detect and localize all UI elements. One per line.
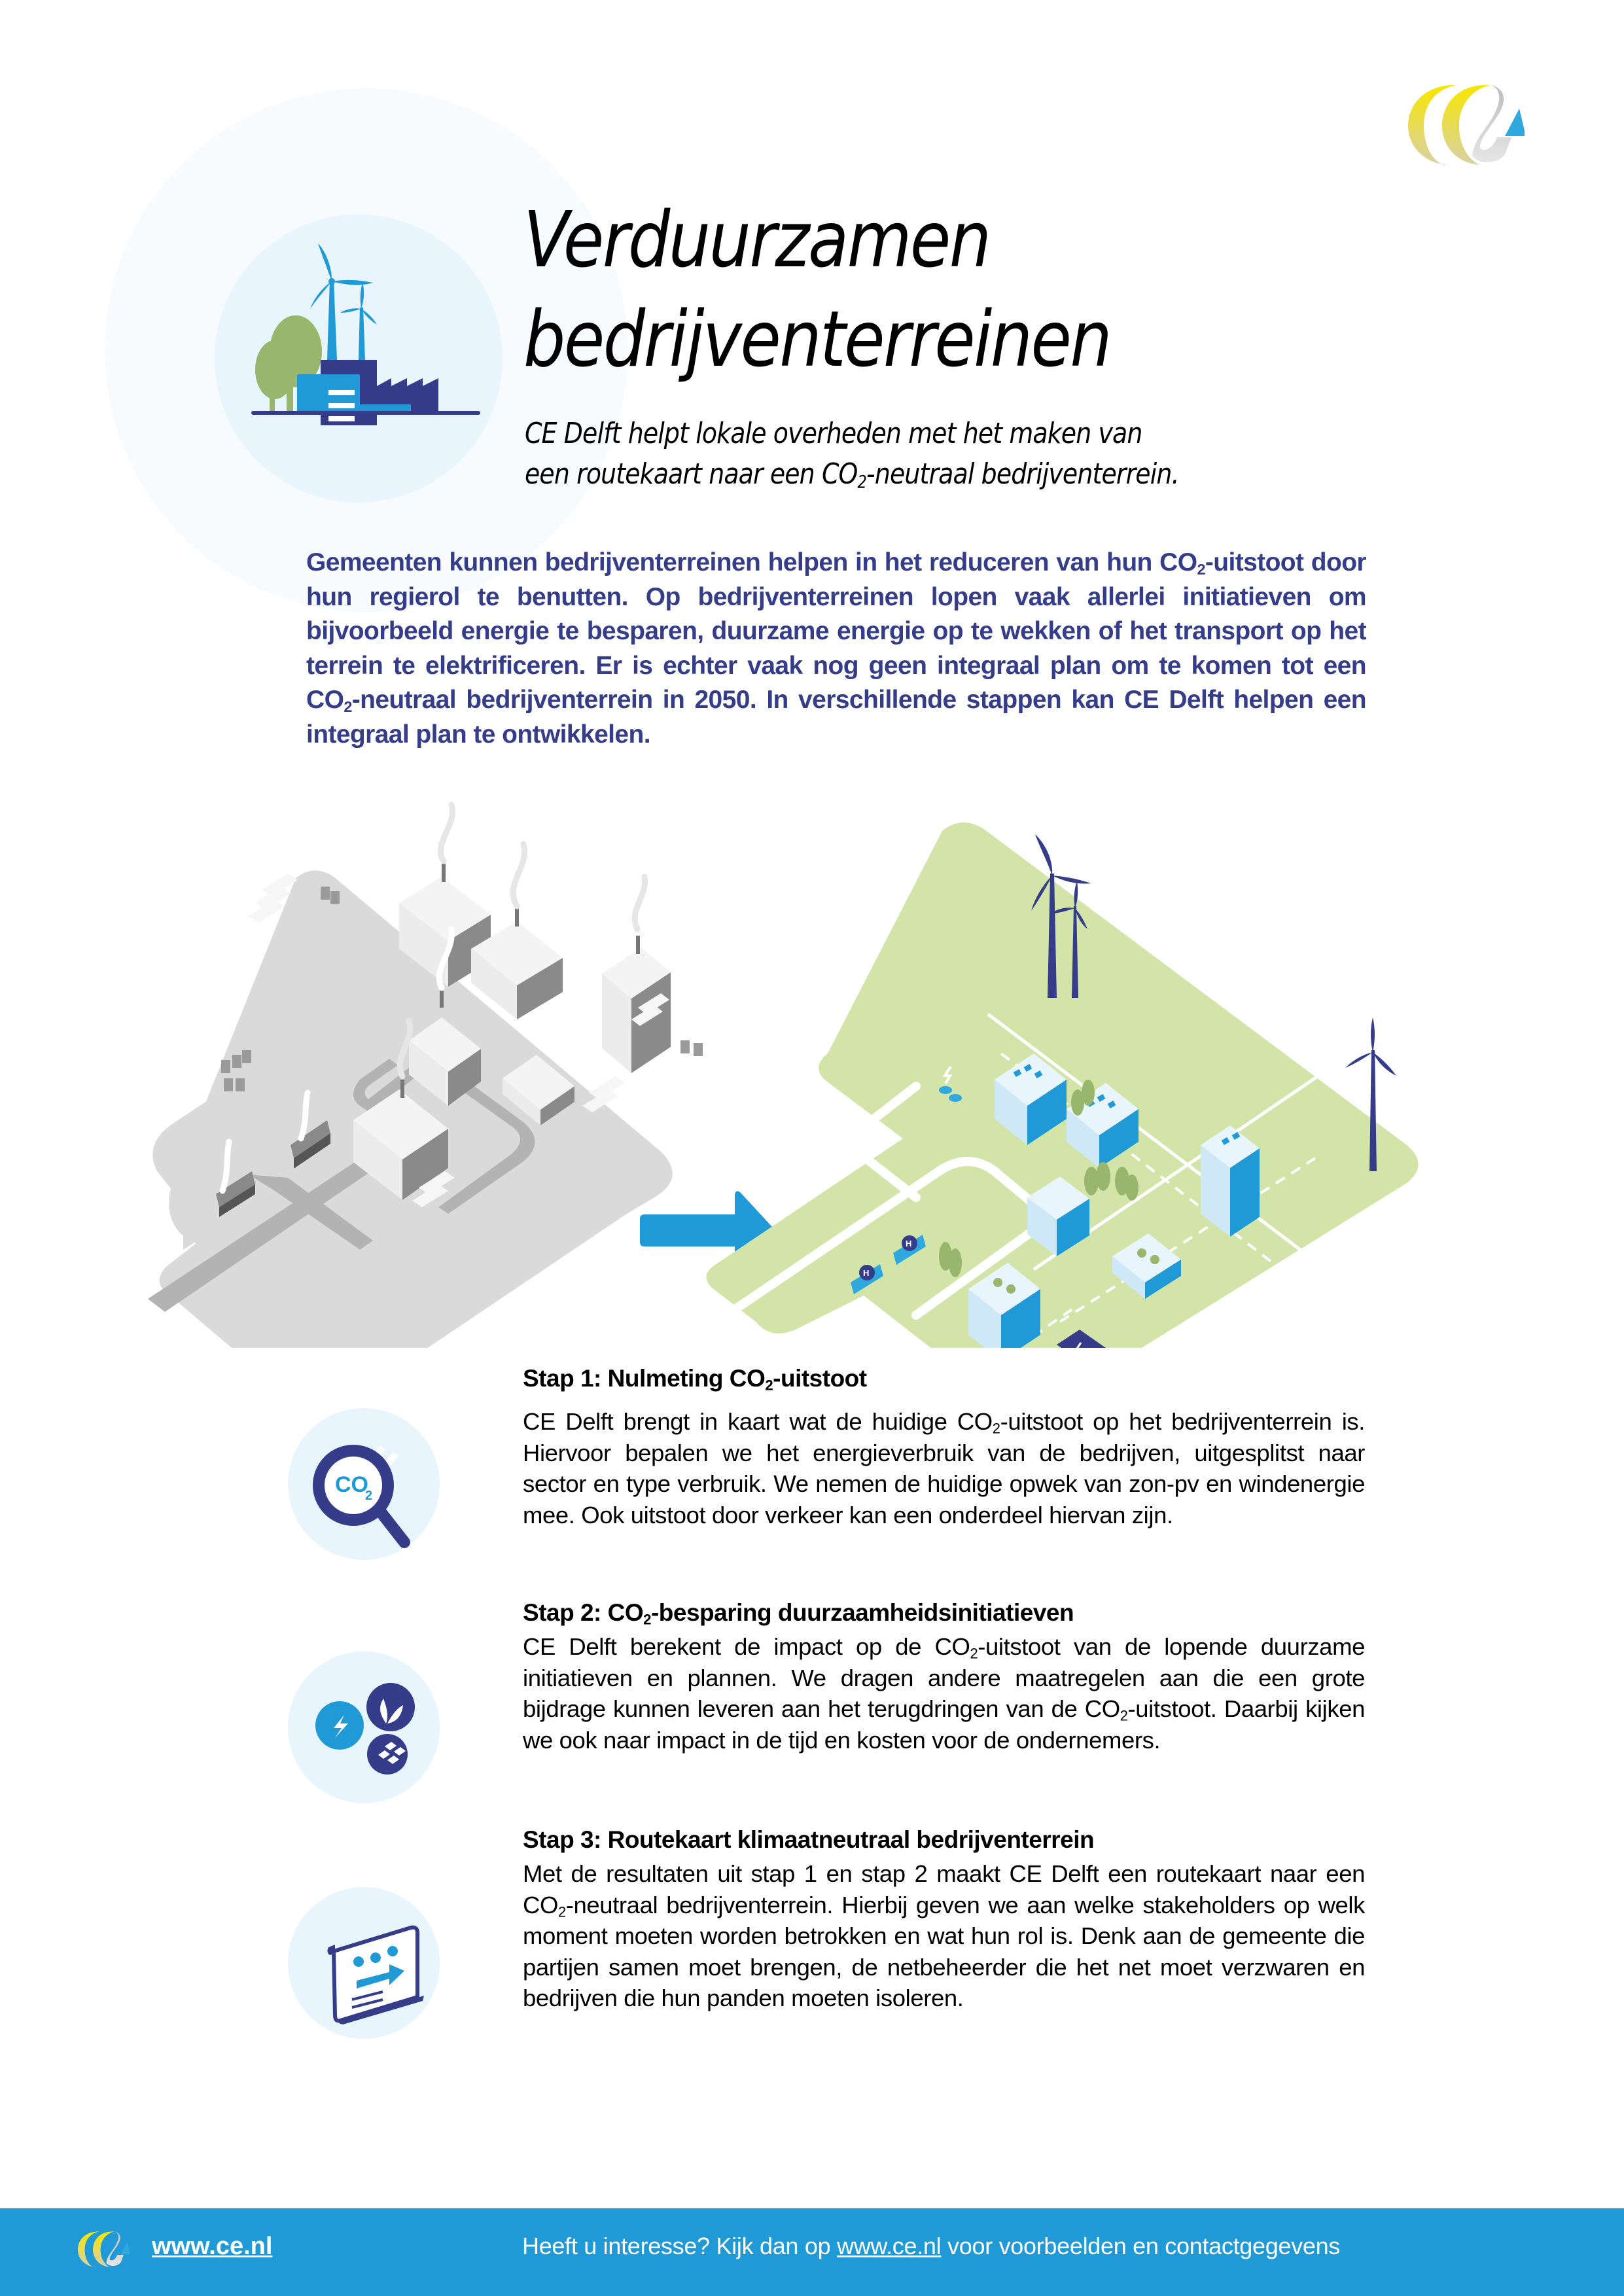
intro-text: -uitstoot door hun regierol te benutten. Op bedrijventerreinen lopen vaak allerlei initiatieven om bijvoorbeeld energie te besparen, duurzame energie op te wekken of het transport op het terrein te elektrificeren. Er is echter vaak nog geen integraal plan om te komen tot een CO — [306, 548, 1366, 715]
step-1-body — [523, 1406, 1365, 1530]
intro-text: Gemeenten kunnen bedrijventerreinen helpen in het reduceren van hun CO — [306, 548, 1197, 576]
subtitle-line-2 — [525, 454, 1369, 495]
intro-paragraph — [306, 546, 1366, 752]
footer-inline-link[interactable]: www.ce.nl — [837, 2233, 942, 2259]
step-title-text: Stap 2: CO — [523, 1599, 644, 1626]
step-body-text: CE Delft brengt in kaart wat de huidige CO — [523, 1408, 993, 1435]
page-title — [523, 190, 1368, 389]
title-line-1: Verduurzamen — [523, 194, 990, 285]
subtitle-text: een routekaart naar een CO — [525, 457, 858, 491]
page-subtitle — [525, 414, 1369, 495]
h2-badge-text: H — [863, 1268, 870, 1278]
footer-website-link[interactable]: www.ce.nl — [152, 2233, 273, 2260]
transition-illustration — [144, 798, 1453, 1348]
subscript: 2 — [344, 698, 352, 716]
subscript: 2 — [1120, 1707, 1128, 1724]
h2-badge-text: H — [906, 1239, 912, 1248]
intro-text: -neutraal bedrijventerrein in 2050. In verschillende stappen kan CE Delft helpen een integraal plan te ontwikkelen. — [306, 686, 1366, 749]
step-1-title — [523, 1363, 1365, 1394]
footer-text-post: voor voorbeelden en contactgegevens — [941, 2233, 1340, 2259]
green-sustainable-estate — [706, 822, 1418, 1348]
step-3 — [523, 1824, 1365, 2014]
footer-text-pre: Heeft u interesse? Kijk dan op — [522, 2233, 837, 2259]
step-1 — [523, 1363, 1365, 1530]
title-line-2: bedrijventerreinen — [523, 294, 1111, 384]
grey-industrial-estate — [148, 805, 703, 1348]
footer-logo — [77, 2230, 130, 2269]
subscript: 2 — [992, 1420, 1000, 1437]
step-title-text: -besparing duurzaamheidsinitiatieven — [650, 1599, 1074, 1626]
step-title-text: -uitstoot — [773, 1365, 867, 1392]
subscript: 2 — [1197, 560, 1205, 578]
step-2-icon-circle — [288, 1651, 440, 1803]
subscript: 2 — [970, 1645, 978, 1662]
step-body-text: Met de resultaten uit stap 1 en stap 2 maakt CE Delft een routekaart naar een CO — [523, 1860, 1365, 1918]
sustainability-initiatives-icon — [288, 1651, 440, 1803]
step-2-title — [523, 1597, 1365, 1629]
footer-contact-text — [522, 2220, 1340, 2272]
step-body-text: -neutraal bedrijventerrein. Hierbij geven we aan welke stakeholders op welk moment moeten worden betrokken en wat hun rol is. Denk aan de gemeente die partijen samen moet brengen, de netbeheerder die het net moet verzwaren en bedrijven die hun panden moeten isoleren. — [523, 1891, 1365, 2012]
ce-delft-logo — [1407, 84, 1525, 168]
step-3-icon-circle — [288, 1887, 440, 2039]
step-body-text: -uitstoot op het bedrijventerrein is. Hiervoor bepalen we het energieverbruik van de bedrijven, uitgesplitst naar sector en type verbruik. We nemen de huidige opwek van zon-pv en windenergie mee. Ook uitstoot door verkeer kan een onderdeel hiervan zijn. — [523, 1408, 1365, 1528]
step-body-text: -uitstoot van de lopende duurzame initiatieven en plannen. We dragen andere maatregelen aan die een grote bijdrage kunnen leveren aan het terugdringen van de CO — [523, 1633, 1365, 1723]
step-2-body — [523, 1631, 1365, 1756]
subscript: 2 — [557, 1903, 566, 1920]
step-3-title: Stap 3: Routekaart klimaatneutraal bedrijventerrein — [523, 1826, 1095, 1853]
step-body-text: CE Delft berekent de impact op de CO — [523, 1633, 970, 1660]
step-body-text: -uitstoot. Daarbij kijken we ook naar impact in de tijd en kosten voor de ondernemers. — [523, 1695, 1365, 1754]
subtitle-text: -neutraal bedrijventerrein. — [866, 457, 1179, 491]
leaf-icon — [366, 1683, 415, 1731]
subscript: 2 — [765, 1377, 773, 1394]
step-3-body — [523, 1858, 1365, 2014]
subtitle-line-1: CE Delft helpt lokale overheden met het maken van — [525, 417, 1142, 450]
icon-co2-subscript: 2 — [365, 1489, 373, 1503]
subscript: 2 — [643, 1611, 651, 1628]
subscript: 2 — [857, 472, 867, 493]
roadmap-scroll-icon — [288, 1887, 440, 2039]
co2-magnifier-icon — [288, 1408, 440, 1560]
step-1-icon-circle — [288, 1408, 440, 1560]
sustainable-factory-icon — [249, 236, 484, 425]
step-title-text: Stap 1: Nulmeting CO — [523, 1365, 766, 1392]
step-2 — [523, 1597, 1365, 1756]
icon-co2-text: CO — [335, 1472, 368, 1497]
